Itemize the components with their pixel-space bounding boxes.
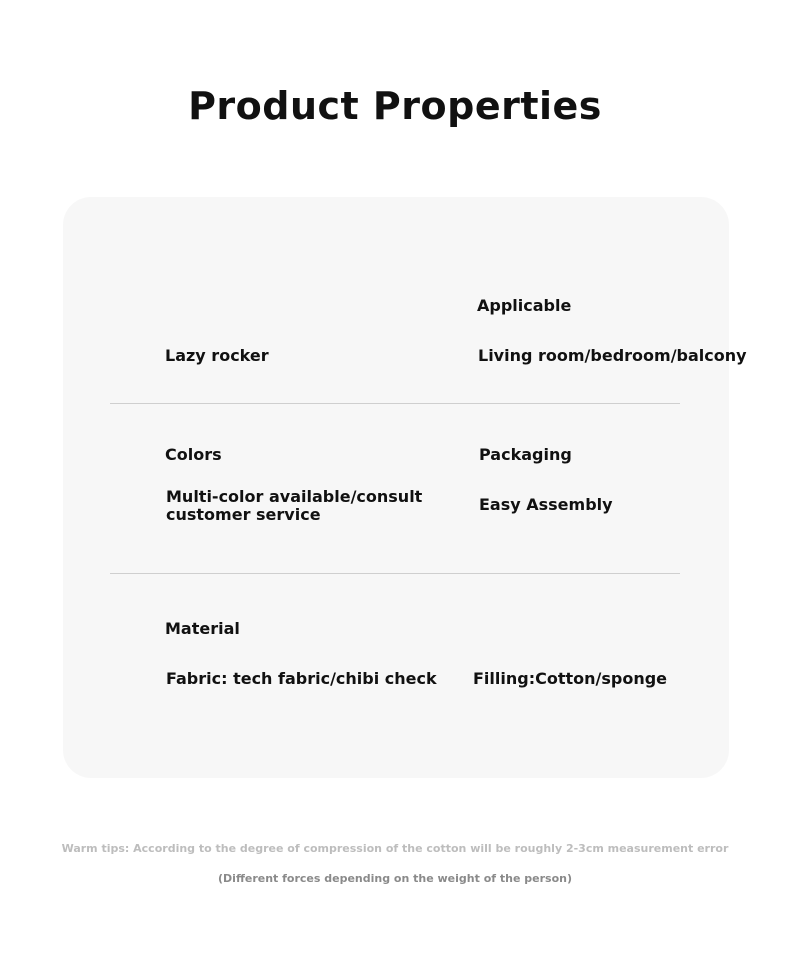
packaging-label: Packaging — [479, 445, 572, 464]
applicable-label: Applicable — [477, 296, 572, 315]
material-value: Fabric: tech fabric/chibi check — [166, 669, 437, 688]
material-label: Material — [165, 619, 240, 638]
warm-tip-note: (Different forces depending on the weight of the person) — [218, 872, 572, 885]
row-divider-1 — [110, 403, 680, 404]
filling-value: Filling:Cotton/sponge — [473, 669, 668, 688]
colors-value: Multi-color available/consult customer service — [166, 487, 423, 524]
colors-label: Colors — [165, 445, 222, 464]
packaging-value: Easy Assembly — [479, 495, 613, 514]
type-value: Lazy rocker — [165, 346, 269, 365]
warm-tip: Warm tips: According to the degree of compression of the cotton will be roughly 2-3cm measurement error — [61, 842, 729, 855]
row-divider-2 — [110, 573, 680, 574]
page-title: Product Properties — [188, 84, 602, 128]
applicable-value: Living room/bedroom/balcony — [478, 346, 747, 365]
